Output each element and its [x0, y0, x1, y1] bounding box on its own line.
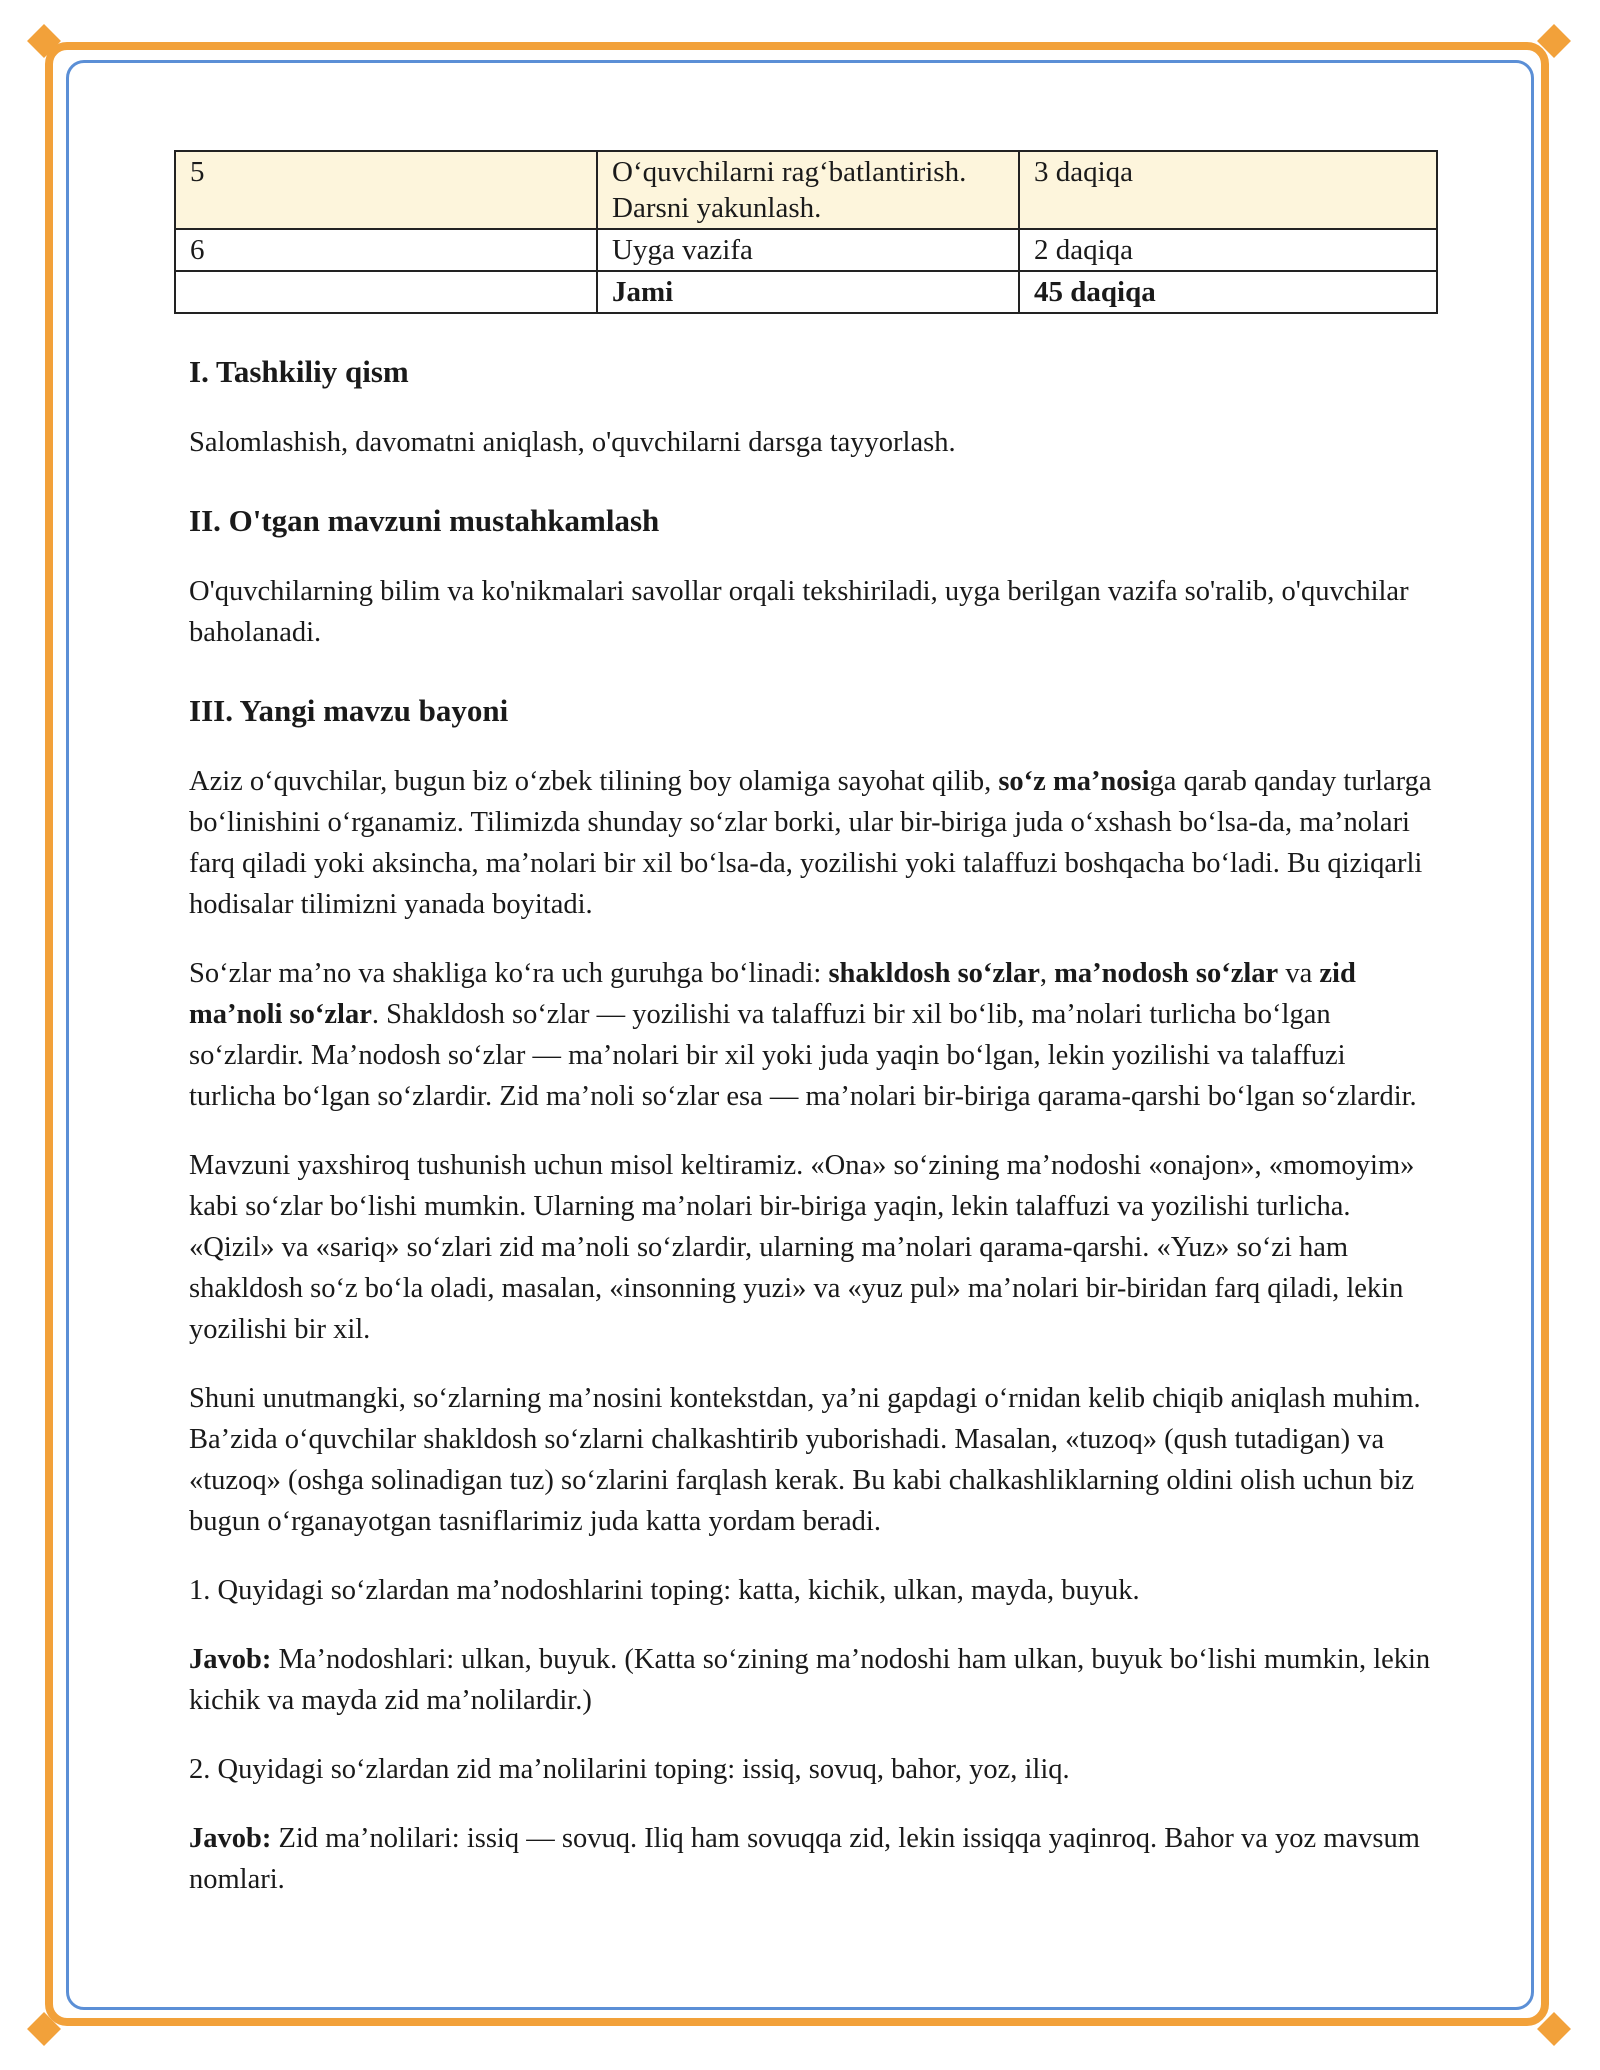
text-run: . Shakldosh so‘zlar — yozilishi va talaffuzi bir xil bo‘lib, ma’nolari turlicha bo‘lgan so‘zlardir. Ma’nodosh so‘zlar — ma’nolari bir xil yoki juda yaqin bo‘lgan, lekin yozilishi va talaffuzi turlicha bo‘lgan so‘zlardir. Zid ma’noli so‘zlar esa — ma’nolari bir-biriga qarama-qarshi bo‘lgan so‘zlardir. [189, 999, 1417, 1112]
table-cell-total-label: Jami [597, 271, 1019, 313]
table-cell-number: 6 [175, 229, 597, 271]
answer-label: Javob: [189, 1823, 272, 1854]
activity-line: Darsni yakunlash. [612, 192, 822, 224]
paragraph-context: Shuni unutmangki, so‘zlarning ma’nosini kontekstdan, ya’ni gapdagi o‘rnidan kelib chiqib aniqlash muhim. Ba’zida o‘quvchilar shakldosh so‘zlarni chalkashtirib yuborishadi. Masalan, «tuzoq» (qush tutadigan) va «tuzoq» (oshga solinadigan tuz) so‘zlarini farqlash kerak. Bu kabi chalkashliklarning oldini olish uchun biz bugun o‘rganayotgan tasniflarimiz juda katta yordam beradi. [189, 1383, 1421, 1537]
table-cell-total-time: 45 daqiqa [1019, 271, 1437, 313]
answer-label: Javob: [189, 1644, 272, 1675]
page-content [174, 150, 1438, 1900]
exercise-question-1: 1. Quyidagi so‘zlardan ma’nodoshlarini toping: katta, kichik, ulkan, mayda, buyuk. [189, 1575, 1140, 1606]
exercise-answer-2 [189, 1818, 1438, 1900]
lesson-plan-table [174, 150, 1438, 314]
table-cell-number: 5 [175, 151, 597, 229]
exercise-answer-1 [189, 1639, 1438, 1721]
bold-term: zid ma’noli so‘zlar [189, 958, 1356, 1030]
bold-term: shakldosh so‘zlar [828, 958, 1040, 989]
table-row-total [175, 271, 1437, 313]
paragraph-examples: Mavzuni yaxshiroq tushunish uchun misol keltiramiz. «Ona» so‘zining ma’nodoshi «onajon», «momoyim» kabi so‘zlar bo‘lishi mumkin. Ularning ma’nolari bir-biriga yaqin, lekin talaffuzi va yozilishi turlicha. «Qizil» va «sariq» so‘zlari zid ma’noli so‘zlardir, ularning ma’nolari qarama-qarshi. «Yuz» so‘zi ham shakldosh so‘z bo‘la oladi, masalan, «insonning yuzi» va «yuz pul» ma’nolari bir-biridan farq qiladi, lekin yozilishi bir xil. [189, 1150, 1415, 1345]
bold-term: so‘z ma’nosi [998, 766, 1150, 797]
table-cell-activity [597, 151, 1019, 229]
table-cell-activity: Uyga vazifa [597, 229, 1019, 271]
answer-text: Ma’nodoshlari: ulkan, buyuk. (Katta so‘zining ma’nodoshi ham ulkan, buyuk bo‘lishi mumkin, lekin kichik va mayda zid ma’nolilardir.) [189, 1644, 1431, 1716]
table-row [175, 229, 1437, 271]
activity-line: O‘quvchilarni rag‘batlantirish. [612, 156, 967, 188]
paragraph-intro [189, 761, 1438, 925]
text-run: , [1039, 958, 1055, 989]
text-run: Aziz o‘quvchilar, bugun biz o‘zbek tilining boy olamiga sayohat qilib, [189, 766, 999, 797]
text-run: ga qarab qanday turlarga bo‘linishini o‘rganamiz. Tilimizda shunday so‘zlar borki, ular bir-biriga juda o‘xshash bo‘lsa-da, ma’nolari farq qiladi yoki aksincha, ma’nolari bir xil bo‘lsa-da, yozilishi yoki talaffuzi boshqacha bo‘ladi. Bu qiziqarli hodisalar tilimizni yanada boyitadi. [189, 766, 1432, 920]
paragraph-types [189, 953, 1438, 1117]
exercise-question-2: 2. Quyidagi so‘zlardan zid ma’nolilarini toping: issiq, sovuq, bahor, yoz, iliq. [189, 1754, 1070, 1785]
section-heading-2: II. O'tgan mavzuni mustahkamlash [189, 503, 660, 538]
table-cell-number [175, 271, 597, 313]
table-cell-time: 3 daqiqa [1019, 151, 1437, 229]
table-row [175, 151, 1437, 229]
section-heading-3: III. Yangi mavzu bayoni [189, 693, 509, 728]
section-heading-1: I. Tashkiliy qism [189, 354, 409, 389]
text-run: va [1278, 958, 1320, 989]
table-cell-time: 2 daqiqa [1019, 229, 1437, 271]
lesson-text [174, 352, 1438, 1900]
bold-term: ma’nodosh so‘zlar [1054, 958, 1279, 989]
text-run: So‘zlar ma’no va shakliga ko‘ra uch guruhga bo‘linadi: [189, 958, 829, 989]
section-1-text: Salomlashish, davomatni aniqlash, o'quvchilarni darsga tayyorlash. [189, 427, 956, 458]
answer-text: Zid ma’nolilari: issiq — sovuq. Iliq ham sovuqqa zid, lekin issiqqa yaqinroq. Bahor va yoz mavsum nomlari. [189, 1823, 1420, 1895]
section-2-text: O'quvchilarning bilim va ko'nikmalari savollar orqali tekshiriladi, uyga berilgan vazifa so'ralib, o'quvchilar baholanadi. [189, 576, 1409, 648]
